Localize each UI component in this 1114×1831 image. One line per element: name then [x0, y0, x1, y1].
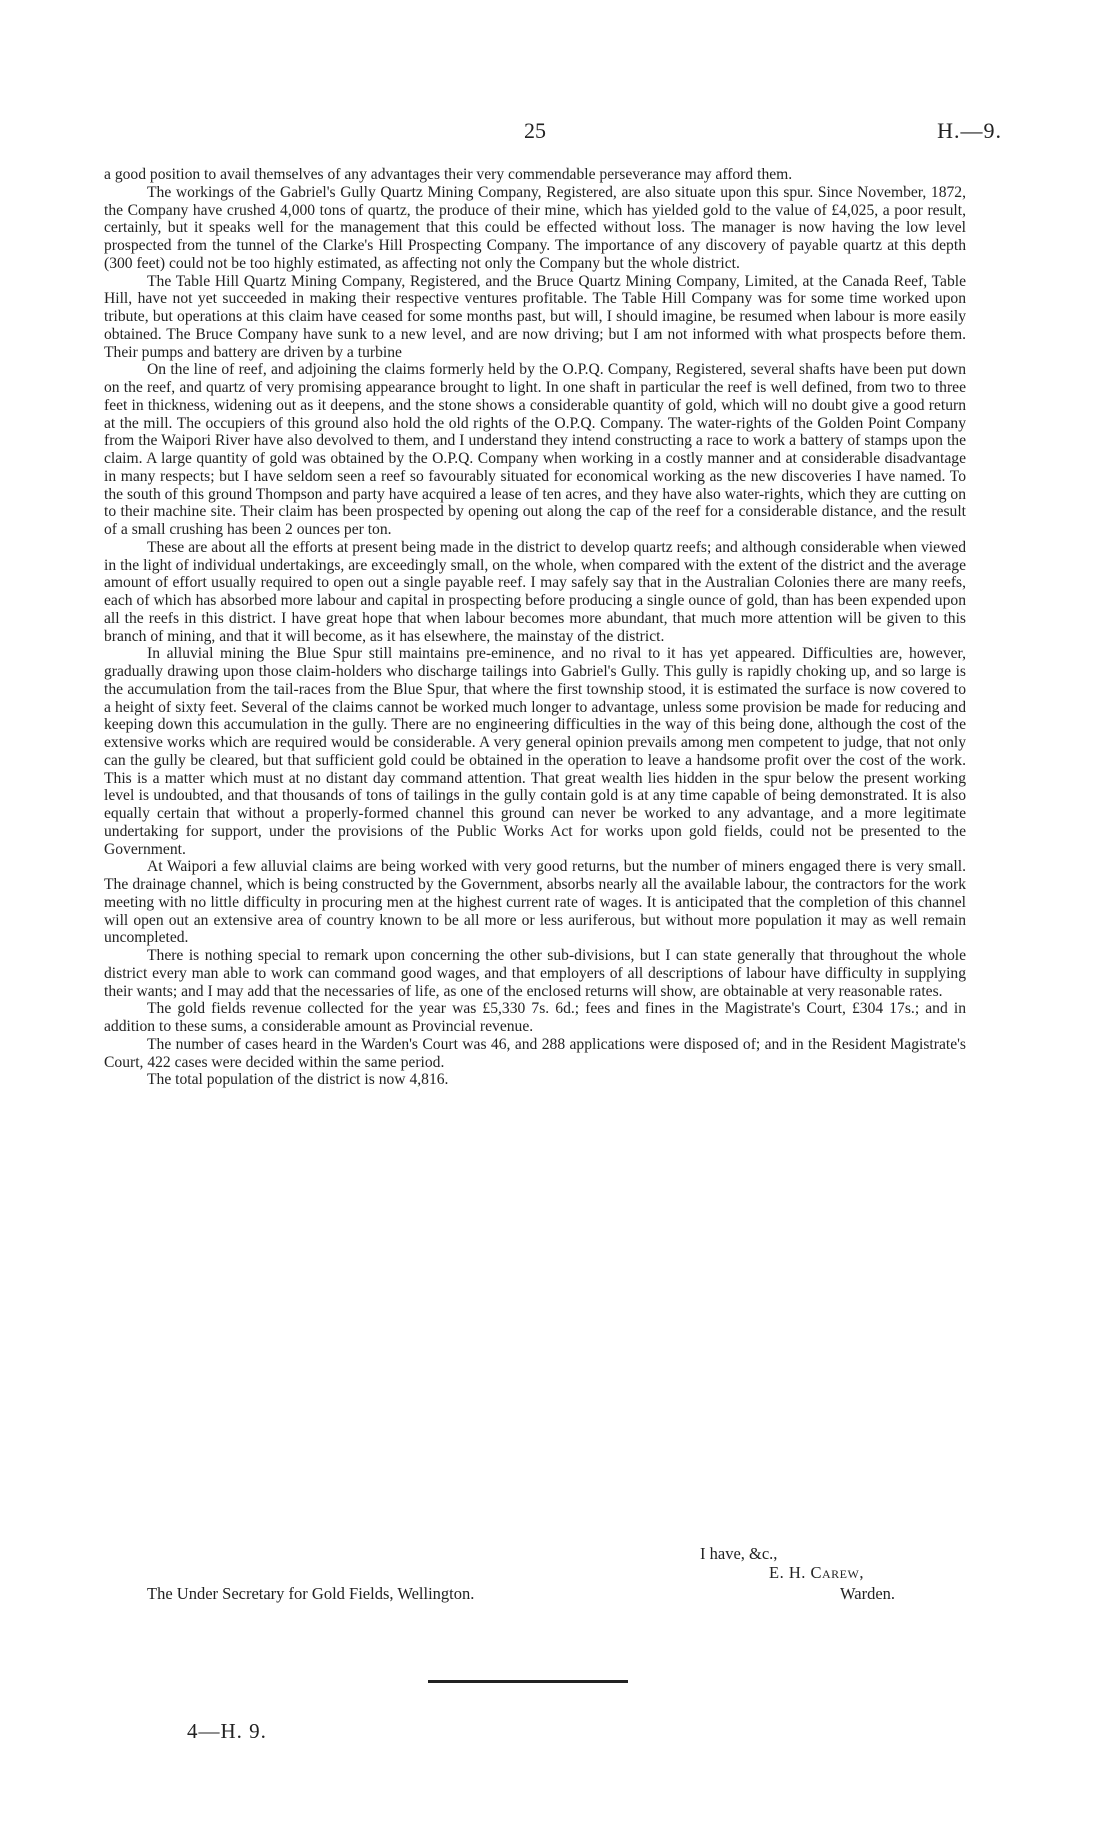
- signature-author: E. H. Carew,: [769, 1563, 864, 1582]
- paragraph-table-hill: The Table Hill Quartz Mining Company, Registered, and the Bruce Quartz Mining Company, Limited, at the Canada Reef, Table Hill, have not yet succeeded in making their respective ventures profitable. The Table Hill Company was for some time worked upon tribute, but operations at this claim have ceased for some months past, but will, I should imagine, be resumed when labour is more easily obtained. The Bruce Company have sunk to a new level, and are now driving; but I am not informed with what prospects before them. Their pumps and battery are driven by a turbine: [104, 272, 966, 361]
- paragraph-continuation: a good position to avail themselves of any advantages their very commendable perseverance may afford them.: [104, 166, 793, 183]
- paragraph-opq-reef: On the line of reef, and adjoining the claims formerly held by the O.P.Q. Company, Registered, several shafts have been put down on the reef, and quartz of very promising appearance brought to light. In one shaft in particular the reef is well defined, from two to three feet in thickness, widening out as it deepens, and the stone shows a considerable quantity of gold, which will no doubt give a good return at the mill. The occupiers of this ground also hold the old rights of the O.P.Q. Company. The water-rights of the Golden Point Company from the Waipori River have also devolved to them, and I understand they intend constructing a race to work a battery of stamps upon the claim. A large quantity of gold was obtained by the O.P.Q. Company when working in a costly manner and at considerable disadvantage in many respects; but I have seldom seen a reef so favourably situated for economical working as the new discoveries I have named. To the south of this ground Thompson and party have acquired a lease of ten acres, and they have also water-rights, which they are cutting on to their machine site. Their claim has been prospected by opening out along the cap of the reef for a considerable distance, and the result of a small crushing has been 2 ounces per ton.: [104, 361, 966, 538]
- paragraph-quartz-efforts: These are about all the efforts at present being made in the district to develop quartz reefs; and although considerable when viewed in the light of individual undertakings, are exceedingly small, on the whole, when compared with the extent of the district and the average amount of effort usually required to open out a single payable reef. I may safely say that in the Australian Colonies there are many reefs, each of which has absorbed more labour and capital in prospecting before producing a single ounce of gold, than has been expended upon all the reefs in this district. I have great hope that when labour becomes more abundant, that much more attention will be given to this branch of mining, and that it will become, as it has elsewhere, the mainstay of the district.: [104, 538, 966, 645]
- paragraph-alluvial-mining: In alluvial mining the Blue Spur still maintains pre-eminence, and no rival to it has yet appeared. Difficulties are, however, gradually drawing upon those claim-holders who discharge tailings into Gabriel's Gully. This gully is rapidly choking up, and so large is the accumulation from the tail-races from the Blue Spur, that where the first township stood, it is estimated the surface is now covered to a height of sixty feet. Several of the claims cannot be worked much longer to advantage, unless some provision be made for reducing and keeping down this accumulation in the gully. There are no engineering difficulties in the way of this being done, although the cost of the extensive works which are required would be considerable. A very general opinion prevails among men competent to judge, that not only can the gully be cleared, but that sufficient gold could be obtained in the operation to leave a handsome profit over the cost of the work. This is a matter which must at no distant day command attention. That great wealth lies hidden in the spur below the present working level is undoubted, and that thousands of tons of tailings in the gully contain gold is at any time capable of being demonstrated. It is also equally certain that without a properly-formed channel this ground can never be worked to any advantage, and a more legitimate undertaking for support, under the provisions of the Public Works Act for works upon gold fields, could not be presented to the Government.: [104, 645, 966, 858]
- addressee: The Under Secretary for Gold Fields, Wellington.: [147, 1584, 475, 1603]
- paragraph-revenue: The gold fields revenue collected for the year was £5,330 7s. 6d.; fees and fines in the Magistrate's Court, £304 17s.; and in addition to these sums, a considerable amount as Provincial revenue.: [104, 1000, 966, 1035]
- paragraph-sub-divisions: There is nothing special to remark upon concerning the other sub-divisions, but I can state generally that throughout the whole district every man able to work can command good wages, and that employers of all descriptions of labour have difficulty in supplying their wants; and I may add that the necessaries of life, as one of the enclosed returns will show, are obtainable at very reasonable rates.: [104, 947, 966, 1000]
- divider-rule: [428, 1680, 628, 1683]
- paragraph-waipori: At Waipori a few alluvial claims are being worked with very good returns, but the number of miners engaged there is very small. The drainage channel, which is being constructed by the Government, absorbs nearly all the available labour, the contractors for the work meeting with no little difficulty in procuring men at the highest current rate of wages. It is anticipated that the completion of this channel will open out an extensive area of country known to be all more or less auriferous, but without more population it may as well remain uncompleted.: [104, 858, 966, 947]
- paragraph-population: The total population of the district is now 4,816.: [147, 1071, 449, 1089]
- closing-salutation: I have, &c.,: [700, 1544, 778, 1563]
- footer-code: 4—H. 9.: [187, 1719, 267, 1743]
- letter-closing: [104, 1544, 966, 1674]
- report-body: [104, 166, 966, 1089]
- signature-title: Warden.: [840, 1584, 896, 1603]
- paragraph-court-cases: The number of cases heard in the Warden's Court was 46, and 288 applications were disposed of; and in the Resident Magistrate's Court, 422 cases were decided within the same period.: [104, 1035, 966, 1071]
- page-number: 25: [524, 118, 546, 143]
- paragraph-gabriels-gully: The workings of the Gabriel's Gully Quartz Mining Company, Registered, are also situate upon this spur. Since November, 1872, the Company have crushed 4,000 tons of quartz, the produce of their mine, which has yielded gold to the value of £4,025, a poor result, certainly, but it speaks well for the management that this could be effected without loss. The manager is now having the low level prospected from the tunnel of the Clarke's Hill Prospecting Company. The importance of any discovery of payable quartz at this depth (300 feet) could not be too highly estimated, as affecting not only the Company but the whole district.: [104, 183, 966, 272]
- document-code: H.—9.: [937, 118, 1002, 143]
